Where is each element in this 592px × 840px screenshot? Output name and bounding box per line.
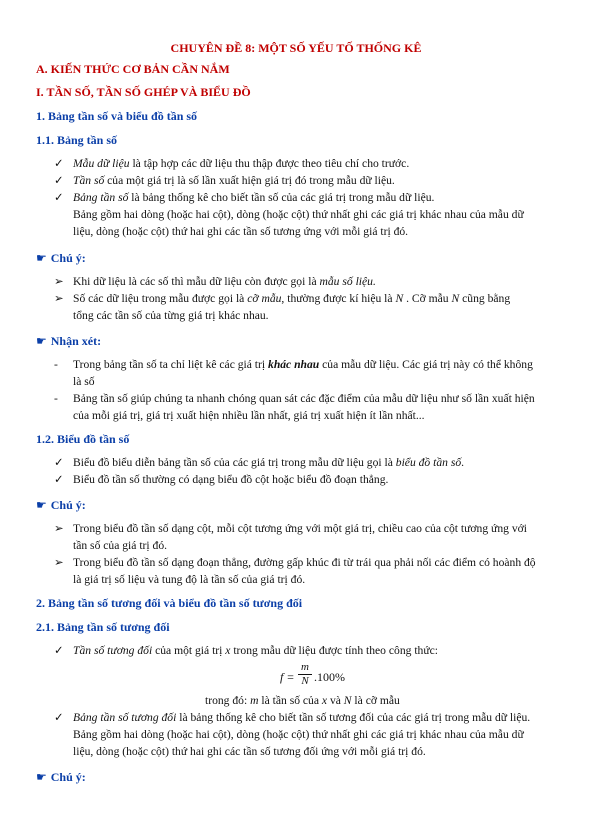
section-1-1-heading: 1.1. Bảng tần số — [36, 133, 118, 147]
list-item: ✓ Bảng tần số là bảng thống kê cho biết tần số của các giá trị trong mẫu dữ liệu. — [54, 191, 435, 204]
list-item: ✓ Bảng tần số tương đối là bảng thống kê cho biết tần số tương đối của các giá trị trong mẫu dữ liệu. — [54, 711, 531, 724]
list-item: ✓ Tần số tương đối của một giá trị x trong mẫu dữ liệu được tính theo công thức: — [54, 644, 438, 657]
check-icon: ✓ — [54, 644, 64, 657]
check-icon: ✓ — [54, 174, 64, 187]
section-2-heading: 2. Bảng tần số tương đối và biểu đồ tần số tương đối — [36, 596, 303, 610]
list-item: ✓ Tần số của một giá trị là số lần xuất hiện giá trị đó trong mẫu dữ liệu. — [54, 174, 395, 187]
fraction: m N — [298, 661, 312, 688]
page-title: CHUYÊN ĐỀ 8: MỘT SỐ YẾU TỐ THỐNG KÊ — [170, 41, 422, 55]
arrow-right-icon: ➢ — [54, 275, 64, 288]
paragraph-line: là số — [73, 375, 95, 388]
paragraph-line: Bảng gồm hai dòng (hoặc hai cột), dòng (hoặc cột) thứ nhất ghi các giá trị khác nhau của mẫu dữ — [73, 208, 524, 221]
section-2-1-heading: 2.1. Bảng tần số tương đối — [36, 620, 170, 634]
pointing-hand-icon: ☛ — [36, 770, 47, 784]
list-item: ➢ Số các dữ liệu trong mẫu được gọi là cỡ mẫu, thường được kí hiệu là N . Cỡ mẫu N cũng bằng — [54, 292, 511, 305]
dash-bullet: - — [54, 358, 58, 371]
pointing-hand-icon: ☛ — [36, 251, 47, 265]
check-icon: ✓ — [54, 711, 64, 724]
pointing-hand-icon: ☛ — [36, 498, 47, 512]
note-heading: ☛ Chú ý: — [36, 498, 86, 512]
arrow-right-icon: ➢ — [54, 522, 64, 535]
section-i-heading: I. TẦN SỐ, TẦN SỐ GHÉP VÀ BIỂU ĐỒ — [36, 85, 251, 99]
arrow-right-icon: ➢ — [54, 556, 64, 569]
formula-legend: trong đó: m là tần số của x và N là cỡ mẫu — [205, 694, 400, 707]
section-a-heading: A. KIẾN THỨC CƠ BẢN CẦN NẮM — [36, 62, 230, 76]
check-icon: ✓ — [54, 191, 64, 204]
paragraph-line: liệu, dòng (hoặc cột) thứ hai ghi các tần số tương đối ứng với mỗi giá trị đó. — [73, 745, 426, 758]
list-item: ✓ Mẫu dữ liệu là tập hợp các dữ liệu thu thập được theo tiêu chí cho trước. — [54, 157, 410, 170]
list-item: ➢ Trong biểu đồ tần số dạng cột, mỗi cột tương ứng với một giá trị, chiều cao của cột tương ứng với — [54, 522, 527, 535]
check-icon: ✓ — [54, 456, 64, 469]
section-1-heading: 1. Bảng tần số và biểu đồ tần số — [36, 109, 198, 123]
paragraph-line: liệu, dòng (hoặc cột) thứ hai ghi các tần số tương ứng với mỗi giá trị đó. — [73, 225, 409, 238]
list-item: ➢ Khi dữ liệu là các số thì mẫu dữ liệu còn được gọi là mẫu số liệu. — [54, 275, 376, 288]
list-item: ✓ Biểu đồ biểu diễn bảng tần số của các giá trị trong mẫu dữ liệu gọi là biểu đồ tần số. — [54, 456, 465, 469]
paragraph-line: tần số của giá trị đó. — [73, 539, 168, 552]
relative-frequency-formula: f = m N .100% — [280, 661, 345, 687]
check-icon: ✓ — [54, 473, 64, 486]
list-item: ➢ Trong biểu đồ tần số dạng đoạn thẳng, đường gấp khúc đi từ trái qua phải nối các điểm có hoành độ — [54, 556, 536, 569]
section-1-2-heading: 1.2. Biểu đồ tần số — [36, 432, 130, 446]
remark-heading: ☛ Nhận xét: — [36, 334, 102, 348]
check-icon: ✓ — [54, 157, 64, 170]
note-heading: ☛ Chú ý: — [36, 770, 86, 784]
paragraph-line: Bảng gồm hai dòng (hoặc hai cột), dòng (hoặc cột) thứ nhất ghi các giá trị khác nhau của mẫu dữ — [73, 728, 524, 741]
paragraph-line: tổng các tần số của từng giá trị khác nhau. — [73, 309, 269, 322]
note-heading: ☛ Chú ý: — [36, 251, 86, 265]
list-item: ✓ Biểu đồ tần số thường có dạng biểu đồ cột hoặc biểu đồ đoạn thẳng. — [54, 473, 389, 486]
arrow-right-icon: ➢ — [54, 292, 64, 305]
paragraph-line: là giá trị số liệu và tung độ là tần số của giá trị đó. — [73, 573, 306, 586]
paragraph-line: của mỗi giá trị, giá trị xuất hiện nhiều lần nhất, giá trị xuất hiện ít lần nhất... — [73, 409, 425, 422]
list-item: - Bảng tần số giúp chúng ta nhanh chóng quan sát các đặc điểm của mẫu dữ liệu như số lần xuất hiện — [54, 392, 535, 405]
list-item: - Trong bảng tần số ta chỉ liệt kê các giá trị khác nhau của mẫu dữ liệu. Các giá trị này có thể không — [54, 358, 533, 371]
dash-bullet: - — [54, 392, 58, 405]
pointing-hand-icon: ☛ — [36, 334, 47, 348]
